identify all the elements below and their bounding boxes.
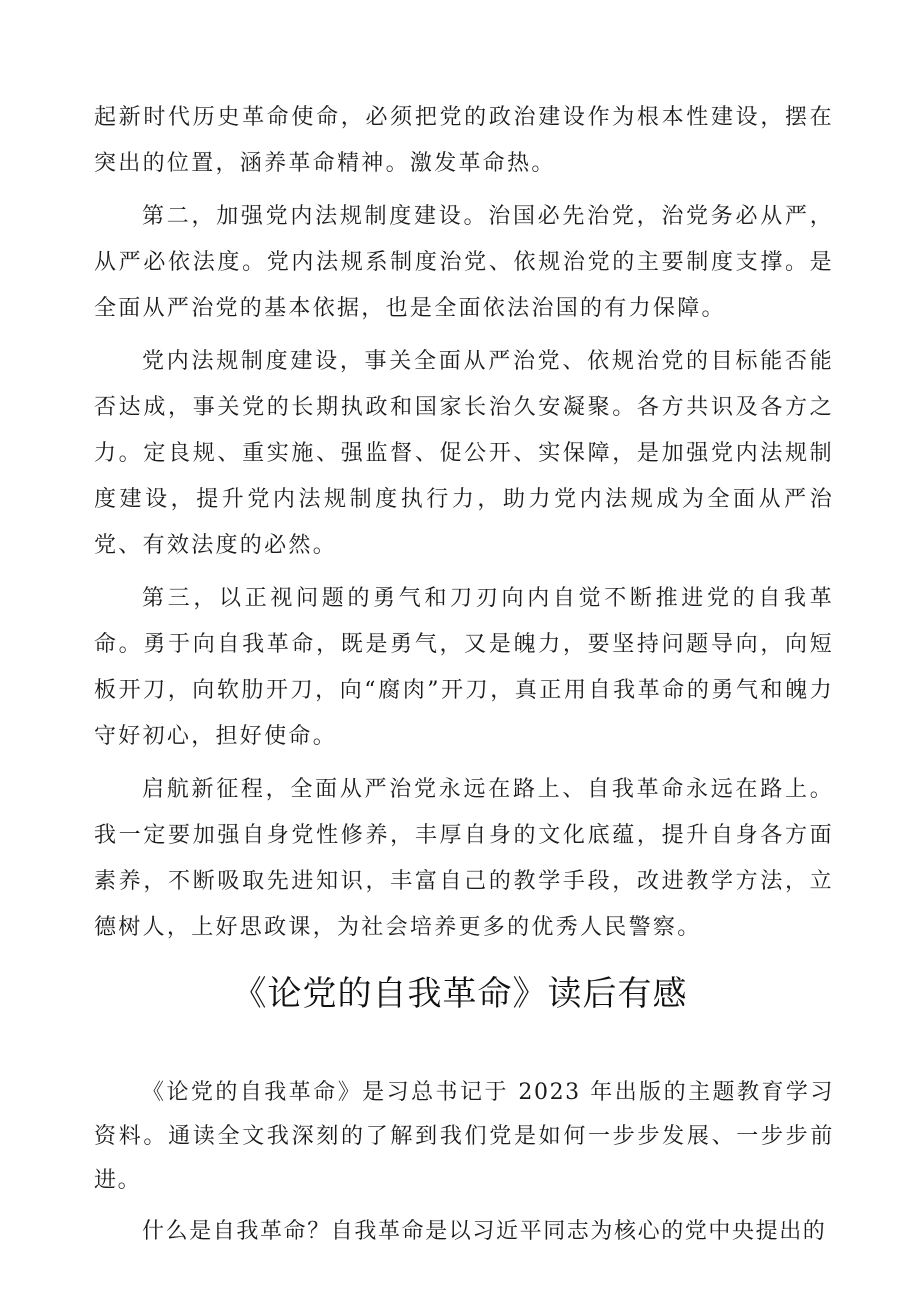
paragraph-second-point: 第二，加强党内法规制度建设。治国必先治党，治党务必从严，从严必依法度。党内法规系制度治党、依规治党的主要制度支撑。是全面从严治党的基本依据，也是全面依法治国的有力保障。 bbox=[94, 204, 834, 321]
paragraph-new-journey: 启航新征程，全面从严治党永远在路上、自我革命永远在路上。我一定要加强自身党性修养，丰厚自身的文化底蕴，提升自身各方面素养，不断吸取先进知识，丰富自己的教学手段，改进教学方法，立德树人，上好思政课，为社会培养更多的优秀人民警察。 bbox=[94, 777, 834, 940]
section-body-text bbox=[94, 1071, 834, 1254]
section-paragraph-intro: 《论党的自我革命》是习总书记于 2023 年出版的主题教育学习资料。通读全文我深刻的了解到我们党是如何一步步发展、一步步前进。 bbox=[94, 1080, 834, 1193]
section-paragraph-question: 什么是自我革命？自我革命是以习近平同志为核心的党中央提出的 bbox=[142, 1219, 827, 1244]
continuation-paragraph: 起新时代历史革命使命，必须把党的政治建设作为根本性建设，摆在突出的位置，涵养革命精神。激发革命热。 bbox=[94, 105, 834, 176]
paragraph-regulation-building: 党内法规制度建设，事关全面从严治党、依规治党的目标能否能否达成，事关党的长期执政和国家长治久安凝聚。各方共识及各方之力。定良规、重实施、强监督、促公开、实保障，是加强党内法规制度建设，提升党内法规制度执行力，助力党内法规成为全面从严治党、有效法度的必然。 bbox=[94, 349, 834, 558]
paragraph-third-point: 第三，以正视问题的勇气和刀刃向内自觉不断推进党的自我革命。勇于向自我革命，既是勇气，又是魄力，要坚持问题导向，向短板开刀，向软肋开刀，向“腐肉”开刀，真正用自我革命的勇气和魄力守好初心，担好使命。 bbox=[94, 586, 834, 749]
body-text bbox=[94, 95, 834, 951]
section-title: 《论党的自我革命》读后有感 bbox=[232, 974, 688, 1014]
